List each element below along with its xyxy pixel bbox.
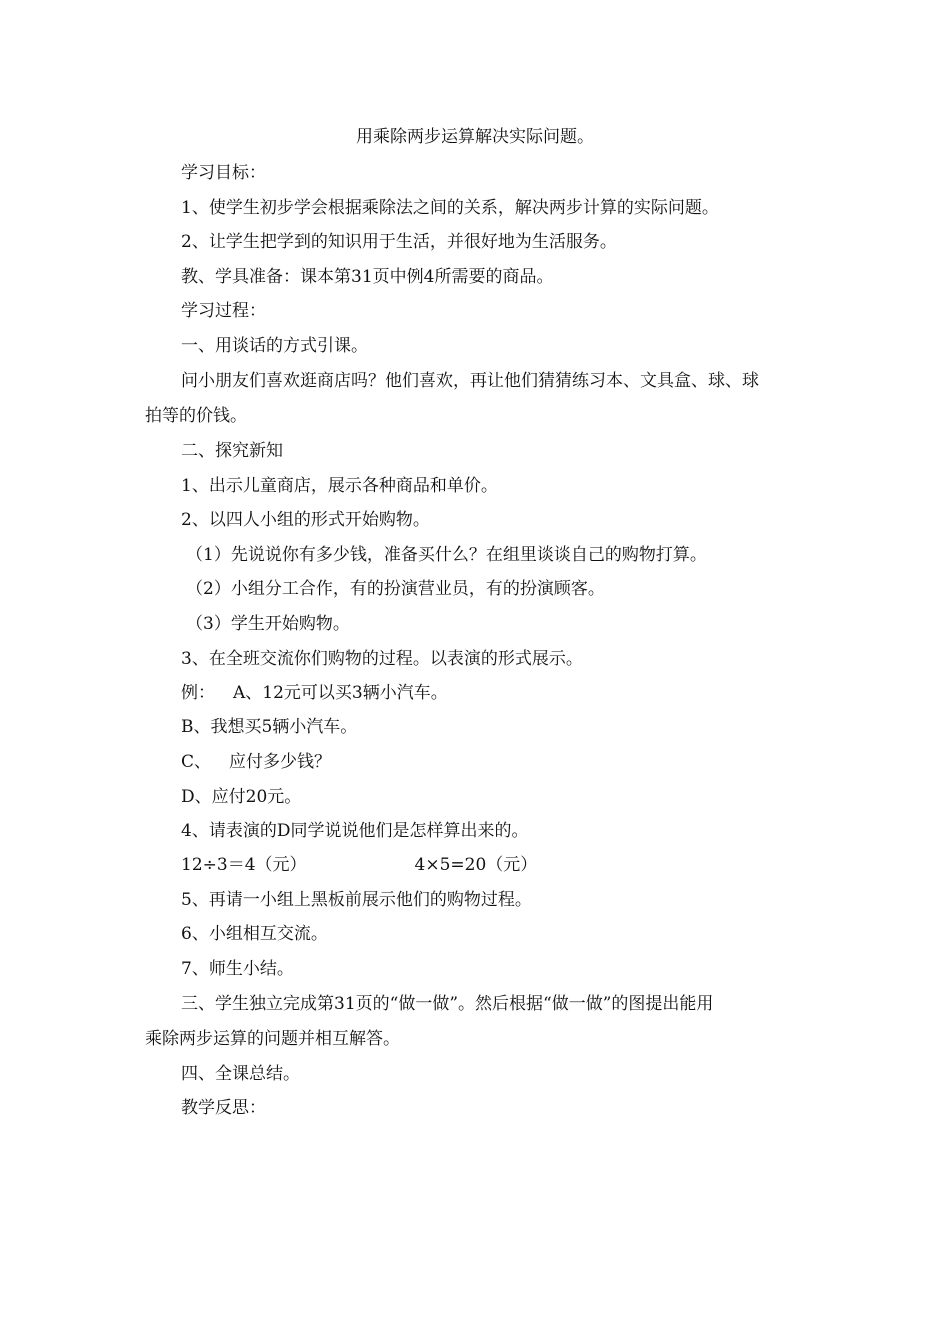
reflection-heading: 教学反思： bbox=[181, 1098, 266, 1118]
step-1: 1、出示儿童商店，展示各种商品和单价。 bbox=[181, 476, 498, 496]
example-c-line bbox=[181, 751, 331, 773]
step-3: 3、在全班交流你们购物的过程。以表演的形式展示。 bbox=[181, 649, 583, 669]
preparation-text: 教、学具准备：课本第31页中例4所需要的商品。 bbox=[181, 267, 554, 287]
calculation-2: 4×5=20（元） bbox=[414, 855, 538, 875]
example-a: A、12元可以买3辆小汽车。 bbox=[233, 683, 448, 703]
objective-2: 2、让学生把学到的知识用于生活，并很好地为生活服务。 bbox=[181, 232, 617, 252]
sub-step-2: （2）小组分工合作，有的扮演营业员，有的扮演顾客。 bbox=[186, 579, 605, 599]
part-1-paragraph-line-1: 问小朋友们喜欢逛商店吗？他们喜欢，再让他们猜猜练习本、文具盒、球、球 bbox=[181, 371, 759, 391]
step-5: 5、再请一小组上黑板前展示他们的购物过程。 bbox=[181, 890, 532, 910]
example-b: B、我想买5辆小汽车。 bbox=[181, 717, 358, 737]
example-a-line bbox=[181, 682, 448, 704]
part-4-heading: 四、全课总结。 bbox=[181, 1064, 300, 1084]
sub-step-3: （3）学生开始购物。 bbox=[186, 614, 350, 634]
calculation-line bbox=[181, 854, 537, 876]
calculation-1: 12÷3＝4（元） bbox=[181, 855, 307, 875]
example-c: 应付多少钱？ bbox=[229, 752, 332, 772]
part-3-line-1: 三、学生独立完成第31页的“做一做”。然后根据“做一做”的图提出能用 bbox=[181, 994, 714, 1014]
example-d: D、应付20元。 bbox=[181, 787, 302, 807]
objectives-heading: 学习目标： bbox=[181, 163, 266, 183]
part-1-paragraph-line-2: 拍等的价钱。 bbox=[145, 406, 247, 426]
sub-step-1: （1）先说说你有多少钱，准备买什么？在组里谈谈自己的购物打算。 bbox=[186, 545, 707, 565]
step-6: 6、小组相互交流。 bbox=[181, 924, 328, 944]
example-label: 例： bbox=[181, 683, 215, 703]
step-2: 2、以四人小组的形式开始购物。 bbox=[181, 510, 430, 530]
step-4: 4、请表演的D同学说说他们是怎样算出来的。 bbox=[181, 821, 529, 841]
example-c-label: C、 bbox=[181, 752, 212, 772]
process-heading: 学习过程： bbox=[181, 301, 266, 321]
part-1-heading: 一、用谈话的方式引课。 bbox=[181, 336, 368, 356]
document-title: 用乘除两步运算解决实际问题。 bbox=[356, 127, 594, 147]
part-3-line-2: 乘除两步运算的问题并相互解答。 bbox=[145, 1029, 400, 1049]
part-2-heading: 二、探究新知 bbox=[181, 441, 283, 461]
step-7: 7、师生小结。 bbox=[181, 959, 294, 979]
objective-1: 1、使学生初步学会根据乘除法之间的关系，解决两步计算的实际问题。 bbox=[181, 198, 719, 218]
